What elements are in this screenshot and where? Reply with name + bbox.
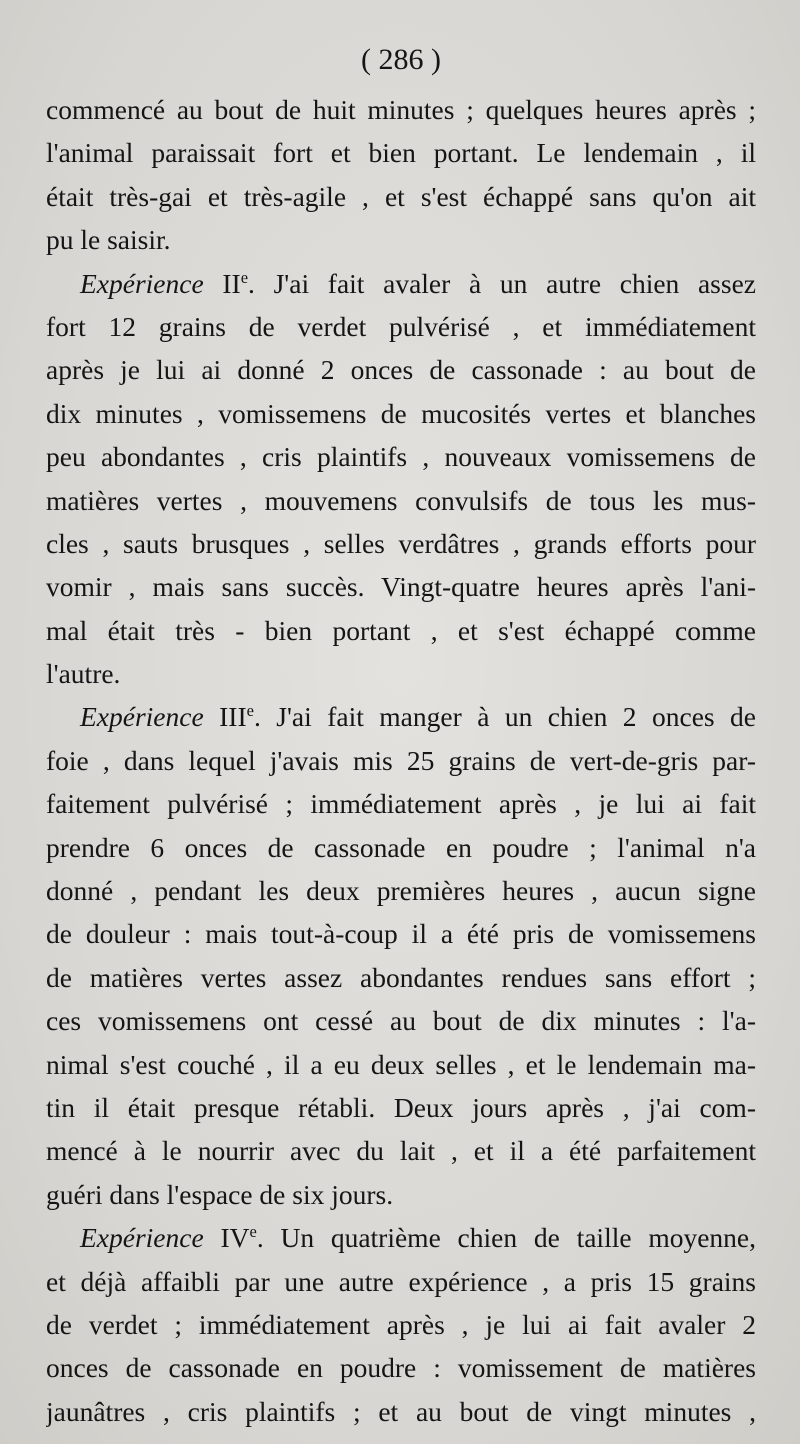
text-line: tin il était presque rétabli. Deux jours après , j'ai com- [46,1091,756,1123]
text-line: prendre 6 onces de cassonade en poudre ; l'animal n'a [46,831,756,863]
text-line: . J'ai fait avaler à un autre chien assez [248,267,756,299]
text-line: l'animal paraissait fort et bien portant. Le lendemain , il [46,137,756,169]
paragraph-continuation [46,88,756,262]
experience-first-line [46,695,756,738]
text-line: peu abondantes , cris plaintifs , nouveaux vomissemens de [46,441,756,473]
experience-first-line [46,262,756,305]
experience-numeral: IV [220,1222,250,1254]
text-line: l'autre. [46,658,121,690]
text-line: guéri dans l'espace de six jours. [46,1178,394,1210]
text-line: jaunâtres , cris plaintifs ; et au bout de vingt minutes , [46,1395,756,1427]
numeral-superscript: e [240,267,249,287]
page-number: ( 286 ) [361,43,441,76]
text-line: était très-gai et très-agile , et s'est échappé sans qu'on ait [46,180,756,212]
text-line: cles , sauts brusques , selles verdâtres , grands efforts pour [46,527,756,559]
text-line: commencé au bout de huit minutes ; quelques heures après ; [46,94,756,125]
numeral-superscript: e [246,701,254,721]
text-line: fort 12 grains de verdet pulvérisé , et immédiatement [46,310,756,342]
text-line: donné , pendant les deux premières heures , aucun signe [46,875,756,907]
text-line: après je lui ai donné 2 onces de cassonade : au bout de [46,354,756,386]
text-line: et déjà affaibli par une autre expérience , a pris 15 grains [46,1265,756,1297]
experience-heading: Expérience [80,267,204,299]
text-line: vomir , mais sans succès. Vingt-quatre heures après l'ani- [46,571,756,603]
paragraph-experience-4 [46,1216,756,1433]
text-line: . J'ai fait manger à un chien 2 onces de [253,701,756,733]
experience-first-line [46,1216,756,1259]
text-line: de verdet ; immédiatement après , je lui ai fait avaler 2 [46,1308,756,1340]
experience-numeral: II [222,267,241,299]
text-line: nimal s'est couché , il a eu deux selles , et le lendemain ma- [46,1048,756,1080]
text-line: dix minutes , vomissemens de mucosités vertes et blanches [46,397,756,429]
text-line: ces vomissemens ont cessé au bout de dix minutes : l'a- [46,1005,756,1037]
numeral-superscript: e [249,1222,257,1241]
experience-heading: Expérience [80,1222,204,1254]
text-line: mal était très - bien portant , et s'est échappé comme [46,614,756,646]
text-line: de douleur : mais tout-à-coup il a été pris de vomissemens [46,918,756,950]
text-line: . Un quatrième chien de taille moyenne, [256,1222,756,1254]
text-line: onces de cassonade en poudre : vomissement de matières [46,1352,756,1384]
text-line: faitement pulvérisé ; immédiatement après , je lui ai fait [46,788,756,820]
paragraph-experience-3 [46,695,756,1216]
experience-heading: Expérience [80,701,204,733]
text-line: pu le saisir. [46,224,171,256]
paragraph-experience-2 [46,262,756,696]
text-line: de matières vertes assez abondantes rendues sans effort ; [46,961,756,993]
text-line: matières vertes , mouvemens convulsifs de tous les mus- [46,484,756,516]
text-line: mencé à le nourrir avec du lait , et il a été parfaitement [46,1135,756,1167]
experience-numeral: III [219,701,247,733]
text-line: foie , dans lequel j'avais mis 25 grains de vert-de-gris par- [46,744,756,776]
